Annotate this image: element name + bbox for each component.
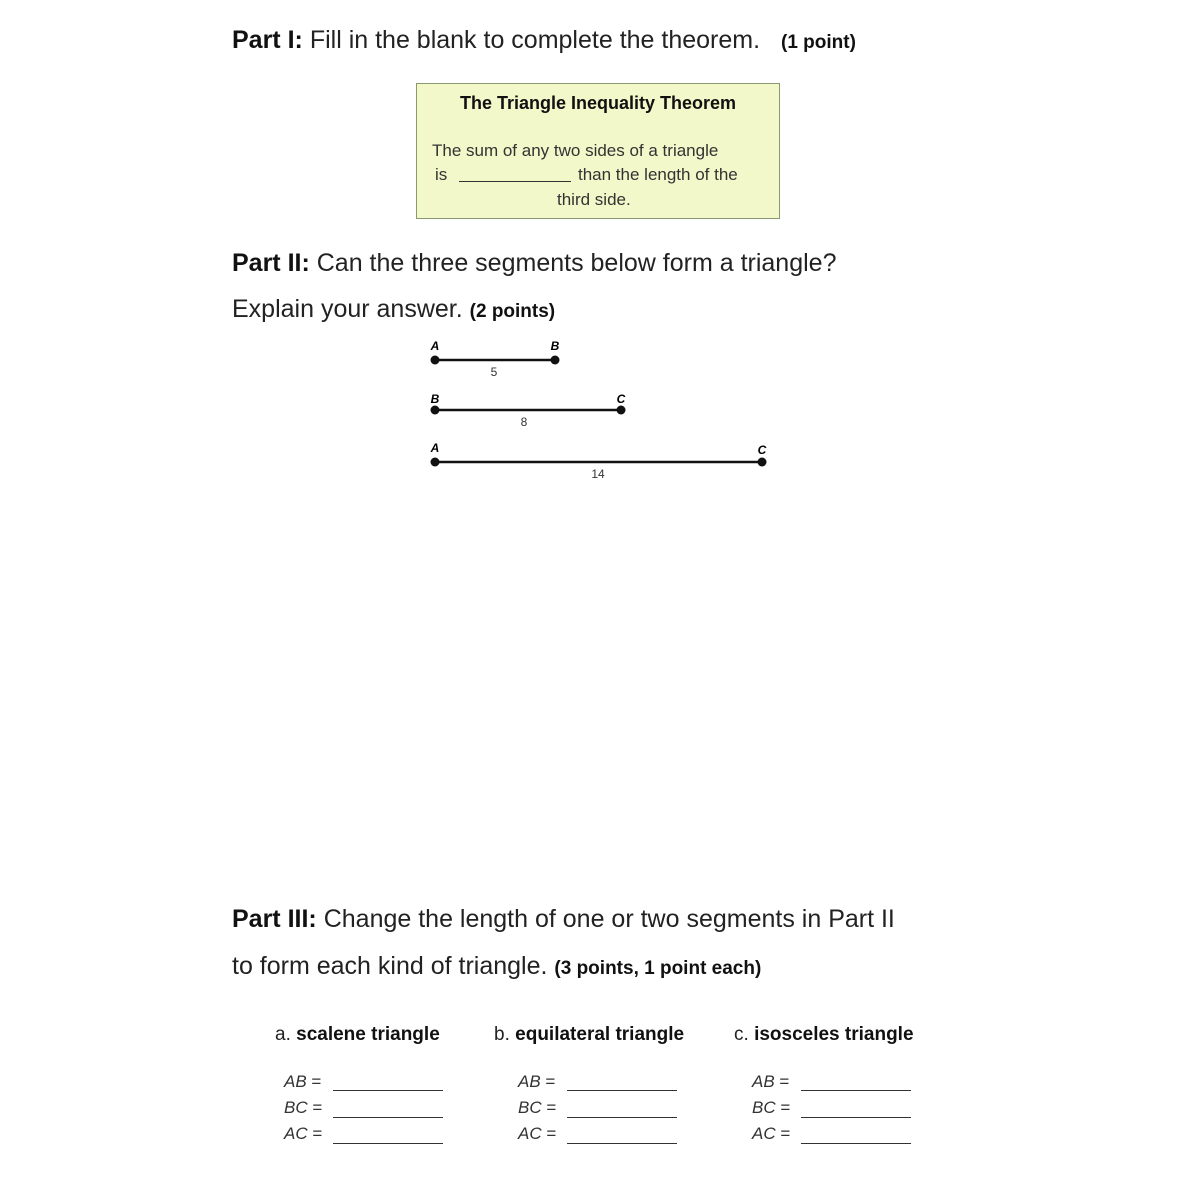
theorem-line-2-start: is [435,165,448,184]
equilateral-ac-label [518,1124,556,1144]
segment-bc-label-start: B [430,392,440,406]
theorem-line-1: The sum of any two sides of a triangle [432,141,719,160]
theorem-box [416,83,780,219]
scalene-ab-equals: = [311,1072,322,1091]
segment-ac-point-end [758,458,767,467]
segment-ab-length: 5 [490,365,498,379]
segments-diagram [420,335,780,485]
isosceles-ab-label [752,1072,789,1092]
scalene-ab-answer[interactable] [333,1090,443,1091]
segment-bc-point-end [617,406,626,415]
part3-text2: to form each kind of triangle. [232,952,548,980]
segment-ab-point-end [551,356,560,365]
part2-points: (2 points) [469,301,556,322]
scalene-ac-label [284,1124,322,1144]
equilateral-ab-label [518,1072,555,1092]
scalene-letter: a. [275,1024,291,1045]
theorem-line-2-end: than the length of the [578,165,738,184]
part2-text2: Explain your answer. [232,295,463,323]
equilateral-heading [494,1024,684,1046]
part3-text1: Change the length of one or two segments in Part II [323,905,895,933]
scalene-heading [275,1024,440,1046]
equilateral-name: equilateral triangle [515,1024,685,1045]
equilateral-ac-answer[interactable] [567,1143,677,1144]
equilateral-ab-text: AB [518,1072,541,1091]
equilateral-ac-equals: = [546,1124,557,1143]
segment-bc-length: 8 [520,415,528,429]
segment-ac-length: 14 [591,467,605,481]
segment-ac-label-start: A [430,441,440,455]
scalene-bc-text: BC [284,1098,308,1117]
scalene-ac-equals: = [312,1124,323,1143]
equilateral-bc-equals: = [546,1098,557,1117]
segment-ab [430,339,560,379]
segment-bc [431,392,626,429]
part2-heading-line2 [232,294,555,327]
part1-points: (1 point) [781,32,856,53]
equilateral-letter: b. [494,1024,510,1045]
equilateral-bc-answer[interactable] [567,1117,677,1118]
equilateral-ab-equals: = [545,1072,556,1091]
isosceles-ab-text: AB [752,1072,775,1091]
isosceles-ac-text: AC [752,1124,776,1143]
part1-heading [232,25,856,58]
segment-bc-label-end: C [616,392,626,406]
scalene-name: scalene triangle [296,1024,440,1045]
theorem-title: The Triangle Inequality Theorem [459,93,737,113]
isosceles-ac-answer[interactable] [801,1143,911,1144]
isosceles-bc-text: BC [752,1098,776,1117]
equilateral-ac-text: AC [518,1124,542,1143]
isosceles-ab-equals: = [779,1072,790,1091]
isosceles-bc-equals: = [780,1098,791,1117]
isosceles-bc-label [752,1098,790,1118]
scalene-bc-equals: = [312,1098,323,1117]
part3-points: (3 points, 1 point each) [554,958,762,979]
segment-ac [430,441,767,481]
isosceles-bc-answer[interactable] [801,1117,911,1118]
equilateral-bc-text: BC [518,1098,542,1117]
isosceles-letter: c. [734,1024,749,1045]
scalene-ab-text: AB [284,1072,307,1091]
scalene-bc-label [284,1098,322,1118]
isosceles-ab-answer[interactable] [801,1090,911,1091]
scalene-bc-answer[interactable] [333,1117,443,1118]
part1-text: Fill in the blank to complete the theorem. [309,26,761,54]
part3-heading-line2 [232,951,761,984]
part3-label: Part III: [232,905,317,933]
isosceles-name: isosceles triangle [754,1024,914,1045]
scalene-ab-label [284,1072,321,1092]
segment-ab-point-start [431,356,440,365]
equilateral-bc-label [518,1098,556,1118]
part2-text1: Can the three segments below form a triangle? [316,249,837,277]
part3-heading-line1 [232,904,895,934]
segment-ab-label-end: B [550,339,560,353]
segment-ab-label-start: A [430,339,440,353]
isosceles-ac-label [752,1124,790,1144]
part1-label: Part I: [232,26,303,54]
theorem-blank[interactable] [459,181,571,182]
scalene-ac-answer[interactable] [333,1143,443,1144]
equilateral-ab-answer[interactable] [567,1090,677,1091]
segment-ac-point-start [431,458,440,467]
isosceles-heading [734,1024,914,1046]
segment-ac-label-end: C [757,443,767,457]
part2-label: Part II: [232,249,310,277]
isosceles-ac-equals: = [780,1124,791,1143]
scalene-ac-text: AC [284,1124,308,1143]
theorem-line-3: third side. [557,190,631,209]
segment-bc-point-start [431,406,440,415]
part2-heading-line1 [232,248,836,278]
